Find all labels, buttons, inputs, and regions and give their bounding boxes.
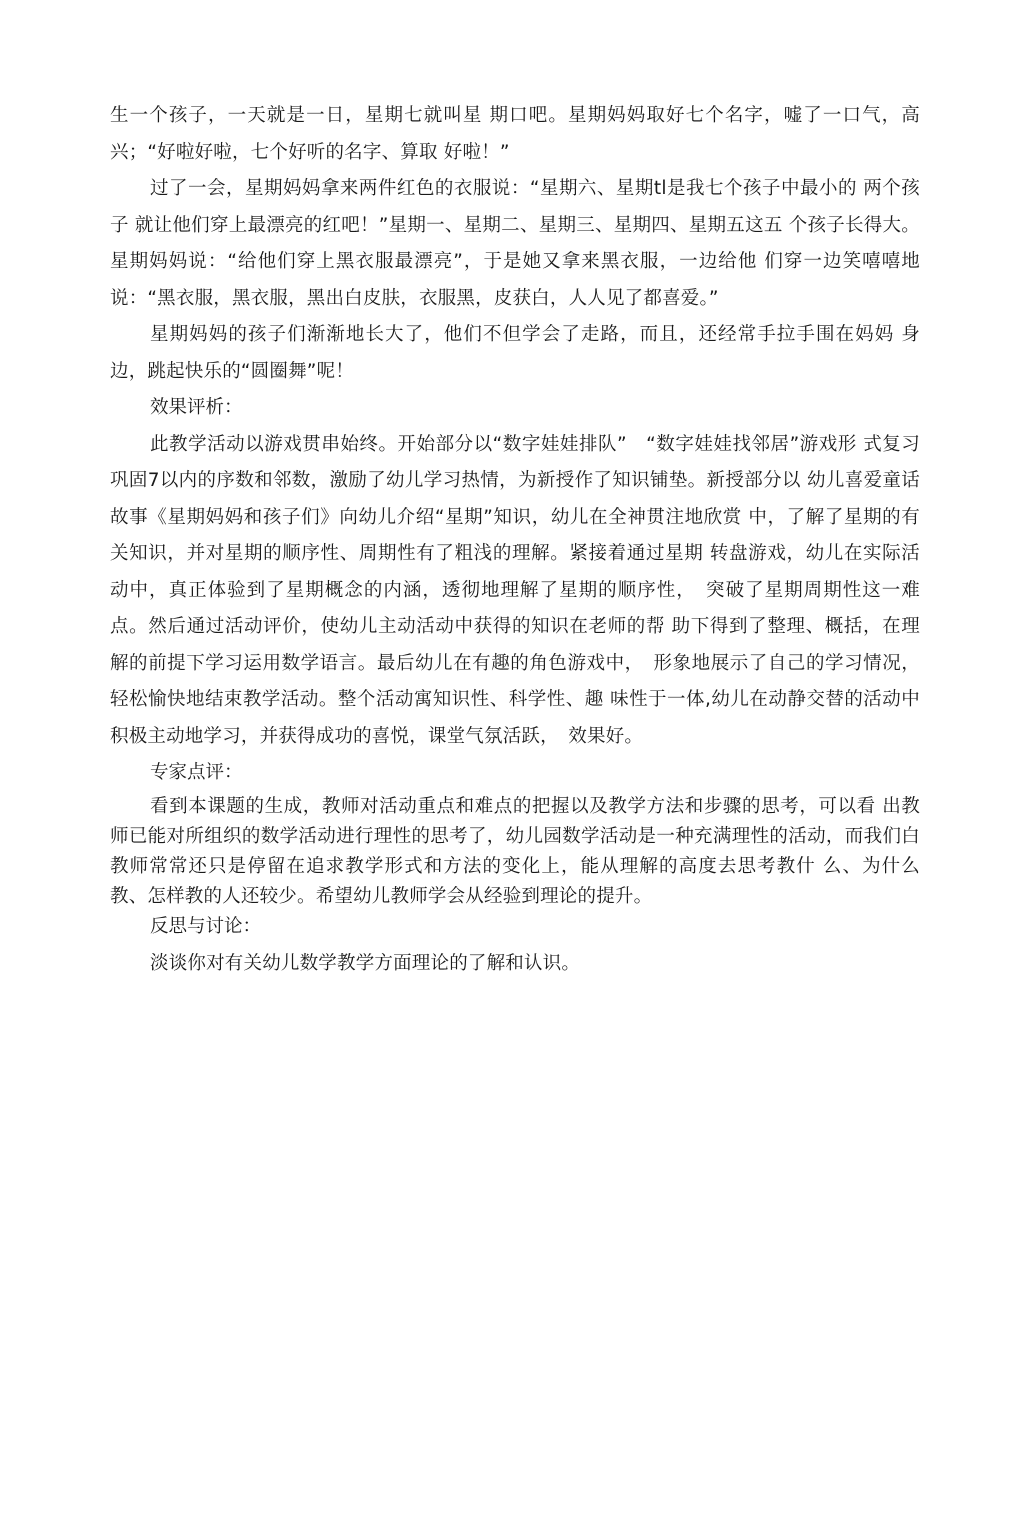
story-paragraph-continued: 生一个孩子，一天就是一日，星期七就叫星 期口吧。星期妈妈取好七个名字，嘘了一口气，高兴；“好啦好啦，七个好听的名字、算取 好啦！” bbox=[110, 105, 920, 163]
expert-review-paragraph: 看到本课题的生成，教师对活动重点和难点的把握以及教学方法和步骤的思考，可以看 出教师已能对所组织的数学活动进行理性的思考了，幼儿园数学活动是一种充满理性的活动，而我们白教师常常还只是停留在追求教学形式和方法的变化上，能从理解的高度去思考教什 么、为什么教、怎样教的人还较少。希望幼儿教师学会从经验到理论的提升。 bbox=[110, 795, 920, 907]
effect-analysis-paragraph: 此教学活动以游戏贯串始终。开始部分以“数字娃娃排队” “数字娃娃找邻居”游戏形 式复习巩固7以内的序数和邻数，激励了幼儿学习热情，为新授作了知识铺垫。新授部分以 幼儿喜爱童话故事《星期妈妈和孩子们》向幼儿介绍“星期”知识，幼儿在全神贯注地欣赏 中，了解了星期的有关知识，并对星期的顺序性、周期性有了粗浅的理解。紧接着通过星期 转盘游戏，幼儿在实际活动中，真正体验到了星期概念的内涵，透彻地理解了星期的顺序性， 突破了星期周期性这一难点。然后通过活动评价，使幼儿主动活动中获得的知识在老师的帮 助下得到了整理、概括，在理解的前提下学习运用数学语言。最后幼儿在有趣的角色游戏中， 形象地展示了自己的学习情况，轻松愉快地结束教学活动。整个活动寓知识性、科学性、趣 味性于一体,幼儿在动静交替的活动中积极主动地学习，并获得成功的喜悦，课堂气氛活跃， 效果好。 bbox=[110, 433, 920, 747]
section-heading-reflection: 反思与讨论： bbox=[150, 915, 262, 937]
reflection-question: 淡谈你对有关幼儿数学教学方面理论的了解和认识。 bbox=[150, 952, 581, 974]
document-page bbox=[110, 98, 920, 982]
story-paragraph-ending: 星期妈妈的孩子们渐渐地长大了，他们不但学会了走路，而且，还经常手拉手围在妈妈 身边，跳起快乐的“圆圈舞”呢！ bbox=[110, 324, 920, 382]
story-paragraph-clothes: 过了一会，星期妈妈拿来两件红色的衣服说：“星期六、星期tl是我七个孩子中最小的 两个孩子 就让他们穿上最漂亮的红吧！”星期一、星期二、星期三、星期四、星期五这五 个孩子长得大。星期妈妈说：“给他们穿上黑衣服最漂亮”，于是她又拿来黑衣服，一边给他 们穿一边笑嘻嘻地说：“黑衣服，黑衣服，黑出白皮肤，衣服黑，皮获白，人人见了都喜爱。” bbox=[110, 178, 920, 309]
section-heading-effect-analysis: 效果评析： bbox=[150, 397, 243, 418]
section-heading-expert-review: 专家点评： bbox=[150, 762, 243, 783]
